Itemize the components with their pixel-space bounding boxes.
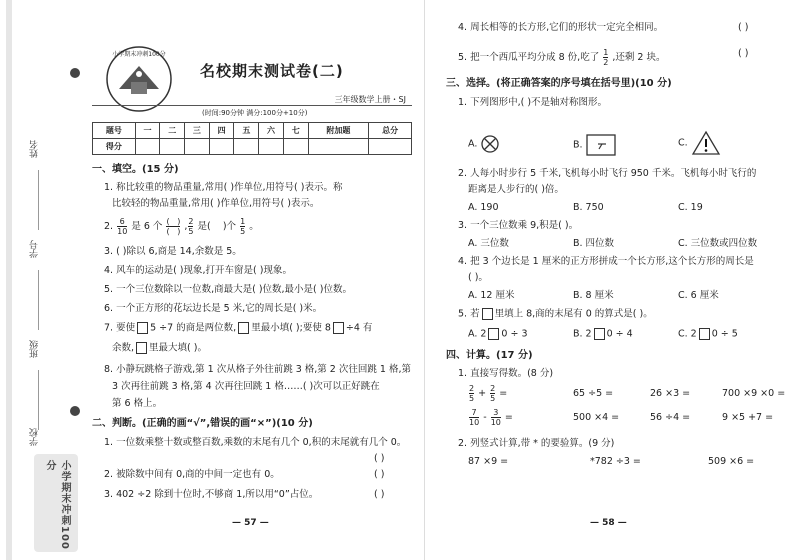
score-cell: 七 [283, 123, 308, 139]
choice-2a: 2. 人每小时步行 5 千米,飞机每小时飞行 950 千米。飞机每小时飞行的 [458, 168, 757, 179]
score-table [92, 122, 412, 155]
j5-text: ,还剩 2 块。 [612, 52, 666, 63]
c5-text: 5. 若 [458, 308, 480, 320]
minus-sign: - [483, 412, 487, 423]
score-input[interactable] [259, 139, 284, 155]
score-cell: 得分 [93, 139, 136, 155]
score-cell: 总分 [369, 123, 412, 139]
calc-item: 500 ×4 = [573, 412, 620, 423]
number-line [38, 270, 39, 330]
section-choice-title: 三、选择。(将正确答案的序号填在括号里)(10 分) [446, 78, 672, 89]
question-8b: 3 次再往前跳 3 格,第 4 次再往回跳 1 格……( )次可以正好跳在 [112, 381, 380, 392]
blank-box [488, 328, 499, 340]
score-input[interactable] [209, 139, 234, 155]
q2-number: 2. [104, 221, 114, 232]
blank-box [699, 328, 710, 340]
choice-5-option-c [678, 328, 738, 341]
score-cell: 四 [209, 123, 234, 139]
choice-1-option-b [573, 134, 616, 156]
score-input[interactable] [135, 139, 160, 155]
choice-2-option: A. 190 [468, 202, 499, 213]
logo-text: 小学期末冲刺100分 [112, 51, 166, 58]
vertical-calc-item: *782 ÷3 = [590, 456, 641, 467]
calc-fraction-add: $\frac{2}{5}$ + $\frac{2}{5}$ = [469, 384, 508, 403]
label-name: 姓名 [30, 140, 40, 158]
calc-item: 9 ×5 +7 = [722, 412, 774, 423]
q7-text: 5 ÷7 的商是两位数, [150, 322, 237, 334]
option-label: C. [678, 137, 688, 149]
section-judge-title: 二、判断。(正确的画“√”,错误的画“×”)(10 分) [92, 418, 313, 429]
page-divider [424, 0, 425, 560]
judge-5 [458, 48, 665, 67]
option-text: A. 2 [468, 328, 487, 340]
score-input[interactable] [369, 139, 412, 155]
calc-2-title: 2. 列竖式计算,带 * 的要验算。(9 分) [458, 438, 615, 449]
class-line [38, 370, 39, 430]
section-fill-title: 一、填空。(15 分) [92, 164, 179, 175]
c5-text: 里填上 8,商的末尾有 0 的算式是( )。 [494, 308, 653, 320]
answer-paren[interactable]: ( ) [738, 22, 749, 33]
answer-paren[interactable]: ( ) [374, 489, 385, 500]
score-input[interactable] [283, 139, 308, 155]
choice-3: 3. 一个三位数乘 9,积是( )。 [458, 220, 579, 231]
score-cell: 题号 [93, 123, 136, 139]
choice-5-option-a [468, 328, 528, 341]
j5-text: 5. 把一个西瓜平均分成 8 份,吃了 [458, 52, 600, 63]
score-cell: 三 [185, 123, 210, 139]
q7-text: ÷4 有 [345, 322, 373, 334]
question-4: 4. 风车的运动是( )现象,打开车窗是( )现象。 [104, 265, 292, 276]
question-2: 2. $\frac{6}{10}$ 是 6 个 $\frac{( )}{( )}$ , $\frac{2}{5}$ 是( )个 $\frac{1}{5}$ 。 [104, 217, 259, 236]
fraction-1-2: $\frac{1}{2}$ [603, 48, 609, 67]
score-input[interactable] [234, 139, 259, 155]
plus-sign: + [478, 388, 487, 399]
option-text: B. 2 [573, 328, 592, 340]
option-text: 0 ÷ 3 [501, 328, 528, 340]
right-page [440, 0, 790, 560]
fraction-7-10: $\frac{7}{10}$ [469, 408, 480, 427]
blank-box[interactable] [238, 322, 249, 334]
section-calc-title: 四、计算。(17 分) [446, 350, 533, 361]
rectangle-arrow-icon [586, 134, 616, 156]
option-text: C. 2 [678, 328, 697, 340]
fraction-1-5: $\frac{1}{5}$ [240, 217, 246, 236]
question-7b [112, 342, 207, 355]
fraction-blank[interactable]: $\frac{( )}{( )}$ [166, 217, 181, 236]
label-class: 班级 [30, 340, 40, 358]
page-number-right: — 58 — [590, 518, 627, 528]
calc-item: 56 ÷4 = [650, 412, 691, 423]
left-page [82, 0, 412, 560]
page-number-left: — 57 — [232, 518, 269, 528]
choice-1: 1. 下列图形中,( )不是轴对称图形。 [458, 97, 608, 108]
calc-item: 26 ×3 = [650, 388, 691, 399]
logo-icon [104, 44, 174, 114]
blank-box[interactable] [333, 322, 344, 334]
binding-dot [70, 406, 80, 416]
choice-2b: 距离是人步行的( )倍。 [468, 184, 564, 195]
q2-text: )个 [222, 221, 237, 232]
vertical-calc-item: 509 ×6 = [708, 456, 755, 467]
fraction-2-5: $\frac{2}{5}$ [490, 384, 496, 403]
stamp-box [34, 454, 78, 552]
option-text: 0 ÷ 4 [606, 328, 633, 340]
binding-edge [6, 0, 12, 560]
question-5: 5. 一个三位数除以一位数,商最大是( )位数,最小是( )位数。 [104, 284, 352, 295]
label-school: 学校 [30, 428, 40, 446]
judge-1: 1. 一位数乘整十数或整百数,乘数的末尾有几个 0,积的末尾就有几个 0。 [104, 437, 407, 448]
binding-dot [70, 68, 80, 78]
question-7a [104, 322, 372, 335]
fraction-2-5: $\frac{2}{5}$ [188, 217, 194, 236]
choice-1-option-a [468, 134, 500, 154]
header-rule [92, 105, 412, 106]
answer-paren[interactable]: ( ) [374, 453, 385, 464]
score-input[interactable] [185, 139, 210, 155]
blank-box [594, 328, 605, 340]
question-8c: 第 6 格上。 [112, 398, 163, 409]
question-3: 3. ( )除以 6,商是 14,余数是 5。 [104, 246, 242, 257]
fraction-3-10: $\frac{3}{10}$ [490, 408, 501, 427]
choice-4-option: A. 12 厘米 [468, 290, 515, 301]
option-label: A. [468, 138, 478, 150]
grade-label: 三年级数学上册・SJ [334, 95, 406, 104]
choice-4-option: B. 8 厘米 [573, 290, 614, 301]
score-cell: 六 [259, 123, 284, 139]
binding-strip [0, 0, 82, 560]
choice-2-option: C. 19 [678, 202, 703, 213]
fraction-2-5: $\frac{2}{5}$ [469, 384, 475, 403]
blank-box [482, 308, 493, 320]
score-input[interactable] [160, 139, 185, 155]
answer-paren[interactable]: ( ) [738, 48, 749, 59]
fraction-6-10: $\frac{6}{10}$ [117, 217, 128, 236]
answer-paren[interactable]: ( ) [374, 469, 385, 480]
calc-fraction-sub: $\frac{7}{10}$ - $\frac{3}{10}$ = [469, 408, 513, 427]
question-6: 6. 一个正方形的花坛边长是 5 米,它的周长是( )米。 [104, 303, 323, 314]
question-8a: 8. 小静玩跳格子游戏,第 1 次从格子外往前跳 3 格,第 2 次往回跳 1 格,第 [104, 364, 411, 375]
choice-3-option: A. 三位数 [468, 238, 509, 249]
choice-3-option: B. 四位数 [573, 238, 615, 249]
calc-1-title: 1. 直接写得数。(8 分) [458, 368, 554, 379]
choice-1-option-c [678, 130, 721, 156]
score-input[interactable] [308, 139, 369, 155]
score-cell: 一 [135, 123, 160, 139]
question-1a: 1. 称比较重的物品重量,常用( )作单位,用符号( )表示。称 [104, 182, 343, 193]
option-text: 0 ÷ 5 [711, 328, 738, 340]
score-cell: 附加题 [308, 123, 369, 139]
judge-3: 3. 402 ÷2 除到十位时,不够商 1,所以用“0”占位。 [104, 489, 319, 500]
q7-text: 里最大填( )。 [149, 342, 207, 354]
choice-3-option: C. 三位数或四位数 [678, 238, 758, 249]
q2-text: 是 6 个 [131, 221, 163, 232]
choice-5 [458, 308, 653, 321]
score-header-row [93, 123, 412, 139]
q2-text: 。 [249, 221, 259, 232]
score-cell: 五 [234, 123, 259, 139]
blank-box[interactable] [137, 322, 148, 334]
q2-text: 是( [197, 221, 211, 232]
name-line [38, 170, 39, 230]
triangle-exclamation-icon [691, 130, 721, 156]
q7-text: 7. 要使 [104, 322, 136, 334]
choice-4b: ( )。 [468, 272, 488, 283]
calc-item: 700 ×9 ×0 = [722, 388, 786, 399]
stamp-text: 小学期末冲刺100分 [44, 460, 70, 550]
blank-box[interactable] [136, 342, 147, 354]
choice-4a: 4. 把 3 个边长是 1 厘米的正方形拼成一个长方形,这个长方形的周长是 [458, 256, 754, 267]
vertical-calc-item: 87 ×9 = [468, 456, 509, 467]
circle-x-icon [480, 134, 500, 154]
q7-text: 余数, [112, 342, 135, 354]
calc-item: 65 ÷5 = [573, 388, 614, 399]
time-line: (时间:90分钟 满分:100分+10分) [202, 109, 308, 117]
score-value-row [93, 139, 412, 155]
q7-text: 里最小填( );要使 8 [251, 322, 331, 334]
choice-5-option-b [573, 328, 633, 341]
exam-title: 名校期末测试卷(二) [200, 62, 344, 80]
judge-2: 2. 被除数中间有 0,商的中间一定也有 0。 [104, 469, 280, 480]
score-cell: 二 [160, 123, 185, 139]
question-1b: 比较轻的物品重量,常用( )作单位,用符号( )表示。 [112, 198, 320, 209]
judge-4: 4. 周长相等的长方形,它们的形状一定完全相同。 [458, 22, 664, 33]
option-label: B. [573, 139, 583, 151]
choice-4-option: C. 6 厘米 [678, 290, 719, 301]
choice-2-option: B. 750 [573, 202, 604, 213]
label-number: 学号 [30, 240, 40, 258]
